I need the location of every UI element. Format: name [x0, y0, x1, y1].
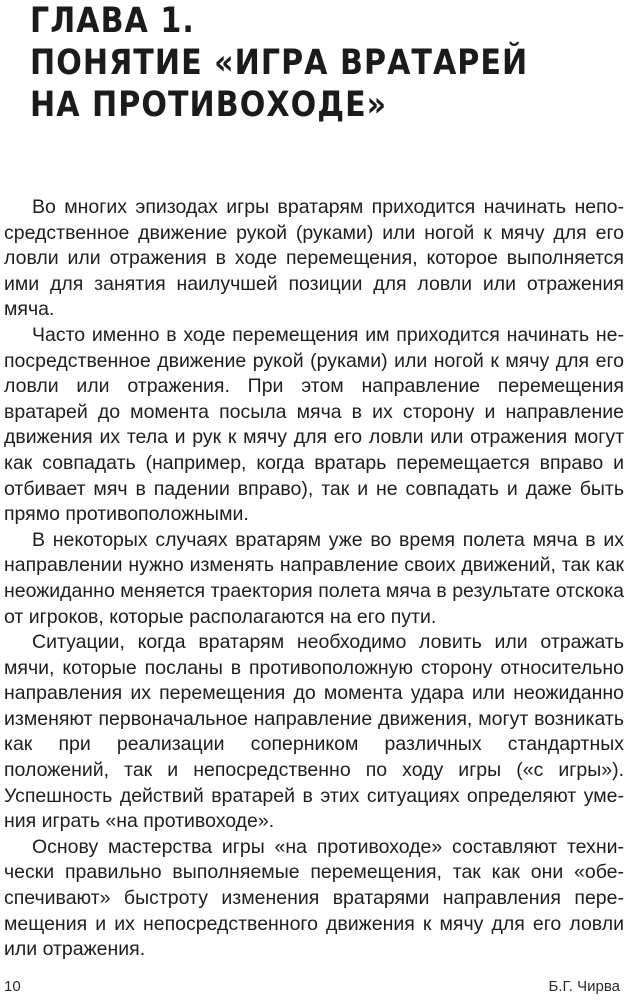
paragraph-5: Основу мастерства игры «на противоходе» составляют технически правильно выполняемые перемещения, так как они «обеспечивают» быстроту изменения вратарями направления перемещения и их непосредственного движения к мячу для его ловли или отражения.	[4, 835, 624, 961]
chapter-heading-line-1: ГЛАВА 1.	[30, 1, 195, 41]
paragraph-1: Во многих эпизодах игры вратарям приходится начинать непосредственное движение рукой (руками) или ногой к мячу для его ловли или отражения в ходе перемещения, которое выполняется ими для занятия наилучшей позиции для ловли или отражения мяча.	[4, 196, 624, 321]
page-footer	[4, 978, 620, 998]
chapter-heading	[30, 0, 529, 126]
body-text	[4, 195, 624, 963]
chapter-heading-line-3: НА ПРОТИВОХОДЕ»	[30, 85, 388, 125]
paragraph-4: Ситуации, когда вратарям необходимо ловить или отражать мячи, которые посланы в противоположную сторону относительно направления их перемещения до момента удара или неожиданно изменяют первоначальное направление движения, могут возникать как при реализации соперником различных стандартных положений, так и непосредственно по ходу игры («с игры»). Успешность действий вратарей в этих ситуациях определяют умения играть «на противоходе».	[4, 631, 624, 833]
paragraph-3: В некоторых случаях вратарям уже во время полета мяча в их направлении нужно изменять направление своих движений, так как неожиданно меняется траектория полета мяча в результате отскока от игроков, которые располагаются на его пути.	[4, 528, 624, 628]
chapter-heading-line-2: ПОНЯТИЕ «ИГРА ВРАТАРЕЙ	[30, 43, 529, 83]
author-name: Б.Г. Чирва	[548, 978, 620, 995]
paragraph-2: Часто именно в ходе перемещения им приходится начинать непосредственное движение рукой (руками) или ногой к мячу для его ловли или отражения. При этом направление перемещения вратарей до момента посыла мяча в их сторону и направление движения их тела и рук к мячу для его ловли или отражения могут как совпадать (например, когда вратарь перемещается вправо и отбивает мяч в падении вправо), так и не совпадать и даже быть прямо противоположными.	[4, 323, 624, 526]
page-number: 10	[4, 978, 21, 995]
